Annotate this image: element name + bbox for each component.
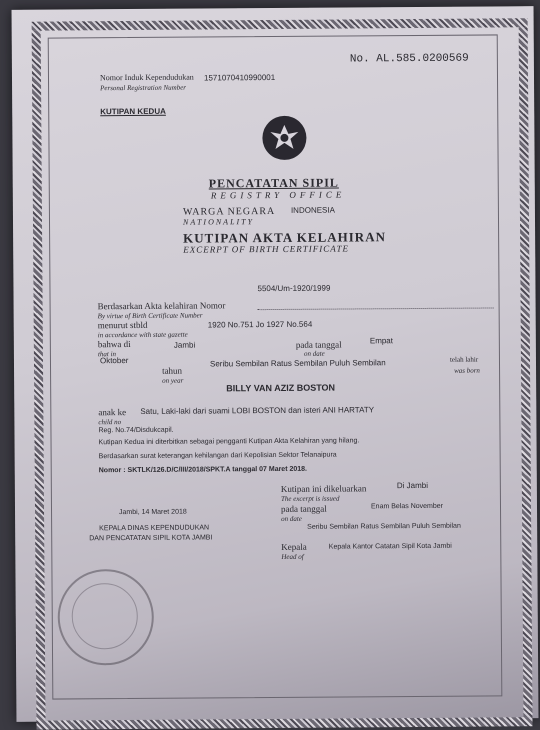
document-title: KUTIPAN AKTA KELAHIRAN [183,229,386,246]
pada-label-en: on date [303,349,325,358]
bahwa-label-en: that in [97,350,117,359]
issued-date: Enam Belas November [370,502,444,511]
document-title-en: EXCERPT OF BIRTH CERTIFICATE [183,243,349,255]
anak-label-en: child no [98,418,122,427]
pada-label: pada tanggal [295,339,342,350]
note-line: Nomor : SKTLK/126.D/C/III/2018/SPKT.A tanggal 07 Maret 2018. [98,465,308,475]
tahun-label-en: on year [162,376,184,385]
personal-id-label [100,73,194,83]
birth-day: Empat [369,336,393,346]
birth-place: Jambi [173,340,196,350]
issued-place: Di Jambi [396,480,429,491]
head-value: Kepala Kantor Catatan Sipil Kota Jambi [328,542,452,551]
certificate-sheet [12,6,539,722]
personal-id-label-id: Nomor Induk Kependudukan [99,72,194,83]
bahwa-label: bahwa di [97,339,131,350]
nationality-label-en: NATIONALITY [182,217,255,227]
registration-number: Reg. No.74/Disdukcapil. [98,426,174,435]
certificate-number: 5504/Um-1920/1999 [257,283,331,294]
nationality-value: INDONESIA [290,205,335,215]
stbld-value: 1920 No.751 Jo 1927 No.564 [207,319,313,330]
birth-month: Oktober [99,356,129,366]
note-line: Berdasarkan surat keterangan kehilangan dari Kepolisian Sektor Telanaipura [98,451,337,461]
note-line: Kutipan Kedua ini diterbitkan sebagai pengganti Kutipan Akta Kelahiran yang hilang. [98,437,360,447]
child-order-parents: Satu, Laki-laki dari suami LOBI BOSTON dan isteri ANI HARTATY [140,405,375,416]
personal-id-label-en: Personal Registration Number [100,83,187,93]
tahun-label: tahun [162,365,183,376]
akta-label-en: By virtue of Birth Certificate Number [97,311,203,321]
child-name: BILLY VAN AZIZ BOSTON [226,382,336,394]
lahir-label-en: was born [454,366,480,375]
issued-year: Seribu Sembilan Ratus Sembilan Puluh Sembilan [307,522,461,531]
head-label: Kepala [281,541,307,552]
lahir-label: telah lahir [449,355,479,364]
akta-label: Berdasarkan Akta kelahiran Nomor [97,300,226,312]
birth-year: Seribu Sembilan Ratus Sembilan Puluh Sembilan [209,358,386,369]
menurut-label-en: in accordance with state gazette [97,330,188,340]
issued-label: Kutipan ini dikeluarkan [280,483,367,494]
anak-label: anak ke [98,407,127,418]
signature-office-line: DAN PENCATATAN SIPIL KOTA JAMBI [89,534,213,543]
serial-number: No. AL.585.0200569 [349,52,469,66]
head-label-en: Head of [281,552,304,561]
issued-label-en: The excerpt is issued [280,494,340,503]
nationality-label: WARGA NEGARA [182,205,276,218]
kutipan-kedua-label: KUTIPAN KEDUA [100,106,166,117]
garuda-emblem-icon [262,116,306,160]
issued-date-label-en: on date [281,514,302,523]
signature-date: Jambi, 14 Maret 2018 [119,508,187,517]
issued-date-label: pada tanggal [280,503,327,514]
office-title-en: REGISTRY OFFICE [210,189,346,201]
personal-id-value: 1571070410990001 [203,72,276,83]
menurut-label: menurut stbld [97,319,148,331]
office-title: PENCATATAN SIPIL [208,175,339,191]
signature-office-line: KEPALA DINAS KEPENDUDUKAN [99,524,210,533]
official-stamp-icon [57,569,154,666]
